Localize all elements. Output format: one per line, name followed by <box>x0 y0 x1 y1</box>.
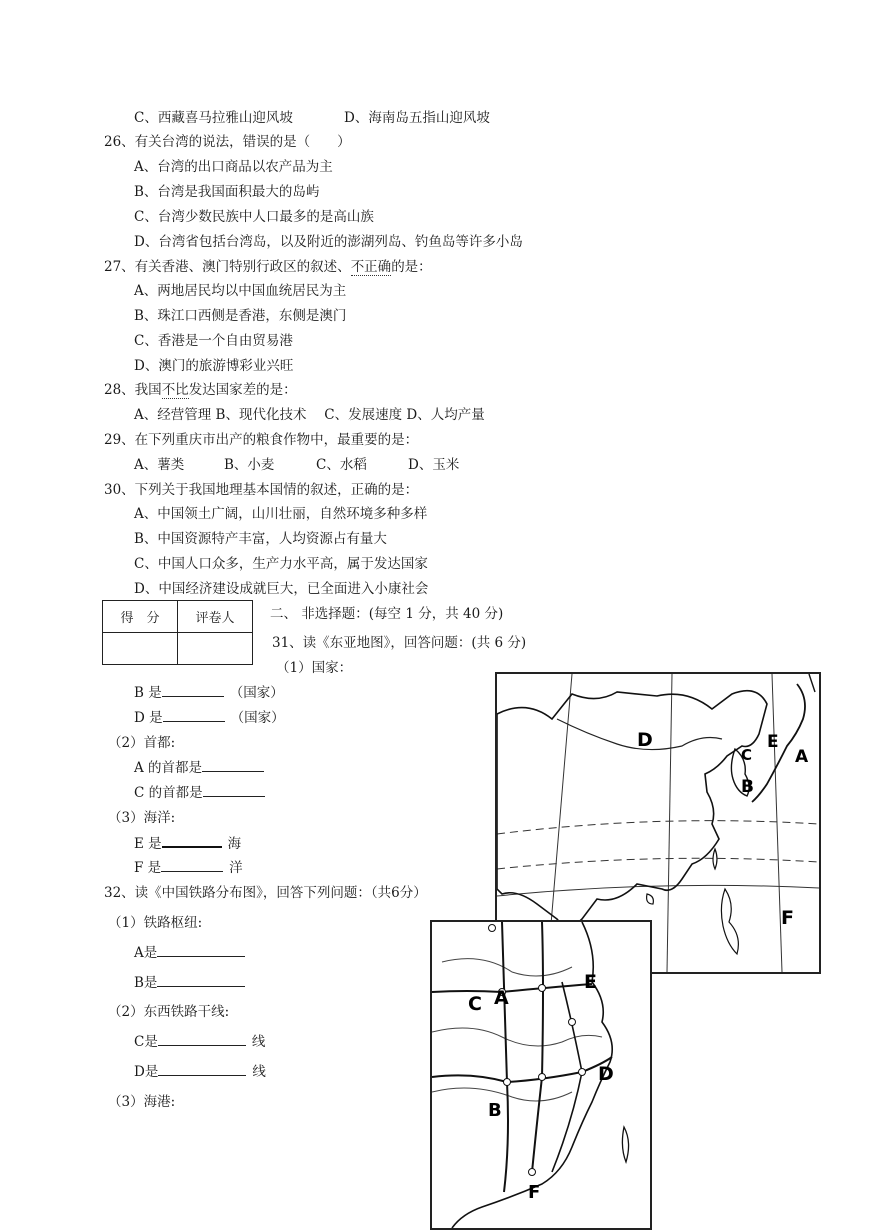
latitude-line <box>497 821 819 834</box>
rail-label-f: F <box>528 1182 541 1203</box>
q31-b-blank[interactable] <box>162 684 224 697</box>
q31-part1: （1）国家： <box>276 660 353 676</box>
station-dot <box>539 1074 546 1081</box>
q27-stem <box>104 258 432 276</box>
station-dot <box>579 1069 586 1076</box>
q30-option-c: C、中国人口众多，生产力水平高，属于发达国家 <box>134 556 428 572</box>
q27-option-c: C、香港是一个自由贸易港 <box>134 333 293 349</box>
q26-option-d: D、台湾省包括台湾岛，以及附近的澎湖列岛、钓鱼岛等许多小岛 <box>134 234 523 250</box>
q29-option-d: D、玉米 <box>408 457 460 473</box>
q31-f-label: F 是 <box>134 860 162 876</box>
river-line <box>442 959 572 976</box>
q31-f-blank[interactable] <box>161 859 223 872</box>
rail-label-d: D <box>598 1063 614 1085</box>
q31-f-line <box>134 859 243 877</box>
q31-d-suffix: （国家） <box>230 710 285 726</box>
q31-b-line <box>134 684 284 702</box>
rail-label-e: E <box>584 971 597 993</box>
map-label-e: E <box>767 732 779 752</box>
q32-d-label: D是 <box>134 1064 159 1080</box>
q31-f-suffix: 洋 <box>229 860 243 876</box>
q31-c-line <box>134 784 271 802</box>
map-label-d: D <box>637 729 653 751</box>
railway-map-drawing <box>432 922 650 1228</box>
grader-cell[interactable] <box>178 633 253 665</box>
q27-stem-tail: 的是： <box>391 259 432 275</box>
q31-e-blank[interactable] <box>162 834 222 848</box>
q26-stem: 26、有关台湾的说法，错误的是（ ） <box>104 134 351 150</box>
q31-d-label: D 是 <box>134 710 163 726</box>
q32-a-line <box>134 944 251 962</box>
q29-stem: 29、在下列重庆市出产的粮食作物中，最重要的是： <box>104 432 419 448</box>
q32-c-suffix: 线 <box>251 1034 266 1050</box>
q31-part3: （3）海洋: <box>108 810 176 826</box>
taiwan-island <box>713 849 717 869</box>
q28-stem <box>104 381 297 399</box>
q26-option-a: A、台湾的出口商品以农产品为主 <box>134 159 333 175</box>
q32-part1: （1）铁路枢纽: <box>108 915 203 931</box>
q32-b-label: B是 <box>134 975 158 991</box>
q32-part2: （2）东西铁路干线: <box>108 1004 230 1020</box>
meridian-line <box>667 674 672 972</box>
river-line <box>432 1088 572 1101</box>
q25-option-d: D、海南岛五指山迎风坡 <box>344 110 490 126</box>
score-table <box>102 600 253 665</box>
q32-d-suffix: 线 <box>252 1064 266 1080</box>
q31-a-line <box>134 759 270 777</box>
q27-option-a: A、两地居民均以中国血统居民为主 <box>134 283 347 299</box>
q27-option-d: D、澳门的旅游博彩业兴旺 <box>134 358 294 374</box>
score-cell[interactable] <box>103 633 178 665</box>
q30-option-b: B、中国资源特产丰富，人均资源占有量大 <box>134 531 387 547</box>
q29-option-c: C、水稻 <box>316 457 367 473</box>
rail-label-c: C <box>468 993 482 1015</box>
q31-c-blank[interactable] <box>203 784 265 797</box>
station-dot <box>529 1169 536 1176</box>
q26-option-c: C、台湾少数民族中人口最多的是高山族 <box>134 209 374 225</box>
q30-option-a: A、中国领土广阔，山川壮丽，自然环境多种多样 <box>134 506 428 522</box>
railway-north-south-west <box>502 922 508 1192</box>
map-label-c: C <box>741 746 753 764</box>
q32-c-line <box>134 1033 265 1051</box>
parallel-line <box>497 885 819 896</box>
q31-b-label: B 是 <box>134 685 162 701</box>
q28-options: A、经营管理 B、现代化技术 C、发展速度 D、人均产量 <box>134 407 485 423</box>
q32-stem: 32、读《中国铁路分布图》，回答下列问题：（共6分） <box>104 885 427 901</box>
q31-b-suffix: （国家） <box>229 685 284 701</box>
hainan-island <box>647 894 654 904</box>
q28-stem-emphasis: 不比 <box>161 382 189 398</box>
q25-option-c: C、西藏喜马拉雅山迎风坡 <box>134 110 293 126</box>
q32-d-line <box>134 1063 266 1081</box>
q31-part2: （2）首都: <box>108 735 176 751</box>
q29-option-a: A、薯类 <box>134 457 185 473</box>
railway-map <box>430 920 652 1230</box>
q31-a-blank[interactable] <box>202 759 264 772</box>
map-label-f: F <box>781 907 794 929</box>
score-header: 得 分 <box>103 601 178 633</box>
q31-e-suffix: 海 <box>227 836 242 852</box>
section2-heading: 二、 非选择题：(每空 1 分，共 40 分) <box>270 606 504 622</box>
map-label-b: B <box>741 777 754 797</box>
railway-east-west-north <box>432 984 592 992</box>
q31-c-label: C 的首都是 <box>134 785 203 801</box>
q31-e-label: E 是 <box>134 836 162 852</box>
station-dot <box>539 985 546 992</box>
q31-d-line <box>134 709 285 727</box>
q31-a-label: A 的首都是 <box>134 760 203 776</box>
japan-north-island <box>809 674 815 692</box>
station-dot <box>569 1019 576 1026</box>
q32-d-blank[interactable] <box>158 1063 246 1076</box>
rail-label-b: B <box>488 1100 502 1121</box>
q31-e-line <box>134 834 241 853</box>
rail-label-a: A <box>494 987 509 1009</box>
q27-stem-emphasis: 不正确 <box>350 259 392 275</box>
q27-option-b: B、珠江口西侧是香港，东侧是澳门 <box>134 308 347 324</box>
q31-d-blank[interactable] <box>163 709 225 722</box>
q32-c-label: C是 <box>134 1034 158 1050</box>
q31-stem: 31、读《东亚地图》，回答问题：(共 6 分) <box>272 635 527 651</box>
tropic-line <box>497 858 819 869</box>
q32-a-label: A是 <box>134 945 158 961</box>
grader-header: 评卷人 <box>178 601 253 633</box>
q30-option-d: D、中国经济建设成就巨大，已全面进入小康社会 <box>134 581 429 597</box>
q26-option-b: B、台湾是我国面积最大的岛屿 <box>134 184 320 200</box>
q32-c-blank[interactable] <box>158 1033 246 1046</box>
q29-option-b: B、小麦 <box>224 457 275 473</box>
q32-a-blank[interactable] <box>157 944 245 957</box>
q32-part3: （3）海港: <box>108 1094 176 1110</box>
station-dot <box>489 925 496 932</box>
railway-north-south-central <box>532 922 543 1172</box>
q28-stem-tail: 发达国家差的是： <box>188 382 297 398</box>
q28-stem-text: 28、我国 <box>104 382 162 398</box>
philippines-islands <box>721 889 738 954</box>
q30-stem: 30、下列关于我国地理基本国情的叙述，正确的是： <box>104 482 419 498</box>
q32-b-line <box>134 974 251 992</box>
q27-stem-text: 27、有关香港、澳门特别行政区的叙述、 <box>104 259 351 275</box>
map-label-a: A <box>795 747 809 767</box>
station-dot <box>504 1079 511 1086</box>
q32-b-blank[interactable] <box>157 974 245 987</box>
taiwan-island <box>622 1127 628 1162</box>
